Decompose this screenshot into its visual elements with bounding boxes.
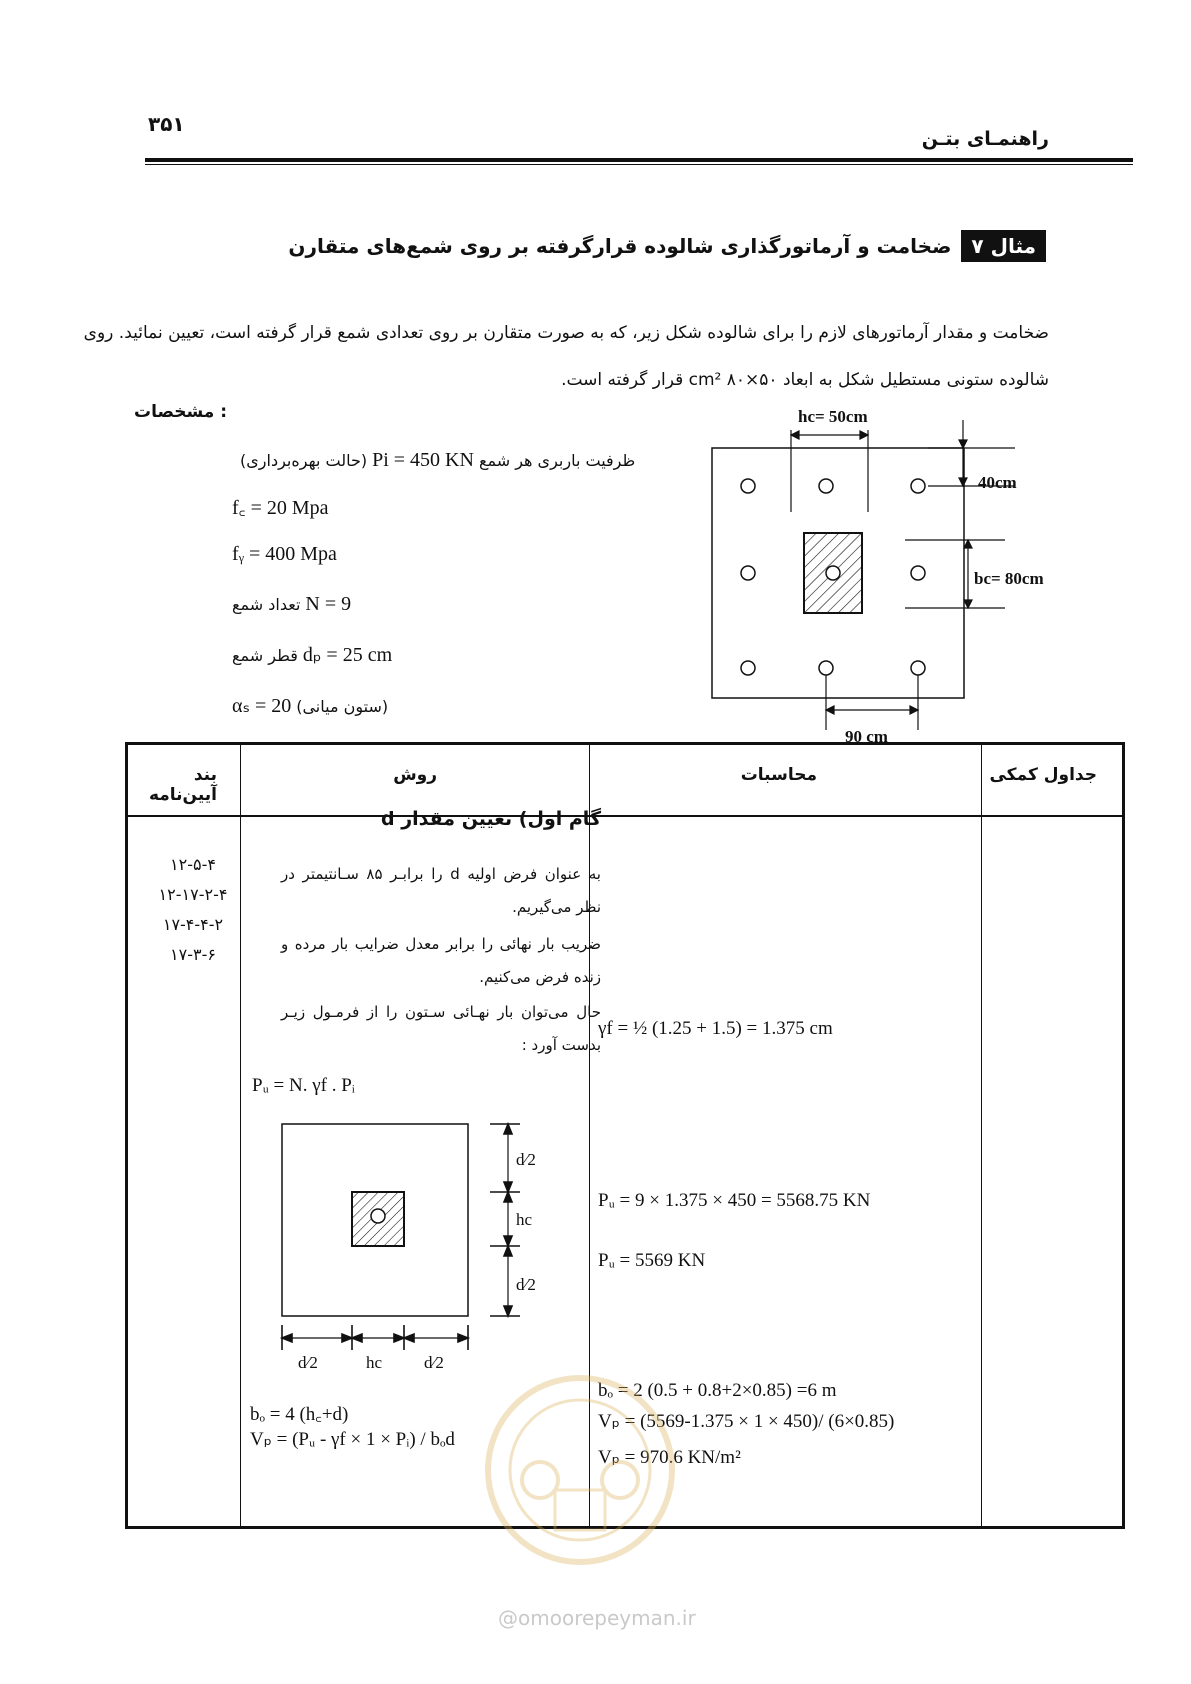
spec-n-desc: تعداد شمع — [232, 595, 301, 614]
code-references — [150, 850, 236, 970]
header-divider — [128, 815, 1122, 817]
code-ref: ۱۲-۱۷-۲-۴ — [158, 885, 228, 904]
example-heading — [288, 228, 1046, 264]
spec-as-value: αₛ = 20 — [232, 695, 292, 717]
spec-pile-capacity — [240, 449, 635, 472]
bo-formula: bₒ = 4 (h꜀+d) — [250, 1404, 349, 1425]
pu-calculation: Pᵤ = 9 × 1.375 × 450 = 5568.75 KN — [598, 1190, 871, 1211]
header-aux: جداول کمکی — [989, 765, 1097, 785]
problem-statement-line-2: شالوده ستونی مستطیل شکل به ابعاد ۵۰×۸۰ cm² قرار گرفته است. — [561, 370, 1049, 390]
method-text-1: به عنوان فرض اولیه d را برابـر ۸۵ سـانتیمتر در نظر می‌گیریم. — [281, 865, 601, 916]
running-header-title: راهنمـای بتـن — [921, 128, 1049, 150]
spec-fc: f꜀ = 20 Mpa — [232, 497, 329, 519]
spec-pile-diameter — [232, 642, 392, 667]
dim-edge-label: 40cm — [978, 473, 1017, 492]
specs-label: : مشخصات — [133, 402, 227, 422]
label-hc-vertical: hc — [516, 1210, 533, 1229]
header-rule — [145, 158, 1133, 165]
problem-statement-line-1: ضخامت و مقدار آرماتورهای لازم را برای شالوده شکل زیر، که به صورت متقارن بر روی تعدادی شمع قرار گرفته است، تعیین نمائید. روی — [83, 323, 1049, 343]
spec-dp-desc: قطر شمع — [232, 646, 298, 665]
vp-formula: Vₚ = (Pᵤ - γf × 1 × Pᵢ) / bₒd — [250, 1429, 455, 1450]
label-d2-top: d⁄2 — [516, 1150, 536, 1169]
col-divider-3 — [981, 745, 982, 1526]
gamma-calculation: γf = ½ (1.25 + 1.5) = 1.375 cm — [598, 1018, 833, 1039]
method-text-3: حال می‌توان بار نهـائی سـتون را از فرمـول زیـر بدست آورد : — [281, 1003, 601, 1054]
pile-circle — [371, 1209, 385, 1223]
spec-fy: fᵧ = 400 Mpa — [232, 543, 337, 565]
dim-bc-label: bc= 80cm — [974, 569, 1044, 588]
pile-circles — [741, 479, 925, 675]
example-badge: مثال ۷ — [961, 230, 1046, 262]
spec-pi-note: (حالت بهره‌برداری) — [240, 451, 368, 470]
header-method: روش — [393, 765, 437, 785]
spec-pi-desc: ظرفیت باربری هر شمع — [478, 451, 636, 470]
label-d2-bottom: d⁄2 — [516, 1275, 536, 1294]
spec-dp-value: dₚ = 25 cm — [302, 644, 393, 666]
vp-result: Vₚ = 970.6 KN/m² — [598, 1447, 741, 1468]
spec-n-value: N = 9 — [305, 593, 352, 615]
code-ref: ۱۷-۴-۴-۲ — [162, 915, 224, 934]
code-ref: ۱۲-۵-۴ — [170, 855, 216, 874]
bo-calculation: bₒ = 2 (0.5 + 0.8+2×0.85) =6 m — [598, 1380, 837, 1401]
pu-formula: Pᵤ = N. γf . Pᵢ — [252, 1075, 355, 1096]
dim-hc-label: hc= 50cm — [798, 407, 868, 426]
page-number: ۳۵۱ — [148, 112, 185, 136]
header-ref: بند آیین‌نامه — [148, 765, 217, 805]
spec-as-desc: (ستون میانی) — [296, 697, 389, 716]
watermark-text: @omoorepeyman.ir — [498, 1606, 696, 1630]
header-calc: محاسبات — [740, 765, 817, 785]
watermark-seal — [480, 1370, 680, 1570]
example-title: ضخامت و آرماتورگذاری شالوده قرارگرفته بر روی شمع‌های متقارن — [288, 234, 952, 258]
punching-shear-diagram — [262, 1110, 562, 1380]
label-d2-left: d⁄2 — [298, 1353, 318, 1372]
pile-layout-diagram — [700, 400, 1090, 750]
code-ref: ۱۷-۳-۶ — [170, 945, 216, 964]
col-divider-1 — [240, 745, 241, 1526]
method-text-2: ضریب بار نهائی را برابر معدل ضرایب بار مرده و زنده فرض می‌کنیم. — [281, 935, 601, 986]
spec-pi-value: Pi = 450 KN — [372, 449, 474, 471]
pu-result: Pᵤ = 5569 KN — [598, 1250, 706, 1271]
spec-alpha-s — [232, 693, 388, 718]
step-1-title: گام اول) تعیین مقدار d — [380, 808, 601, 830]
label-d2-right: d⁄2 — [424, 1353, 444, 1372]
dim-spacing-label: 90 cm — [845, 727, 888, 746]
spec-pile-count — [232, 593, 351, 616]
label-hc-horizontal: hc — [366, 1353, 383, 1372]
vp-calculation: Vₚ = (5569-1.375 × 1 × 450)/ (6×0.85) — [598, 1411, 895, 1432]
